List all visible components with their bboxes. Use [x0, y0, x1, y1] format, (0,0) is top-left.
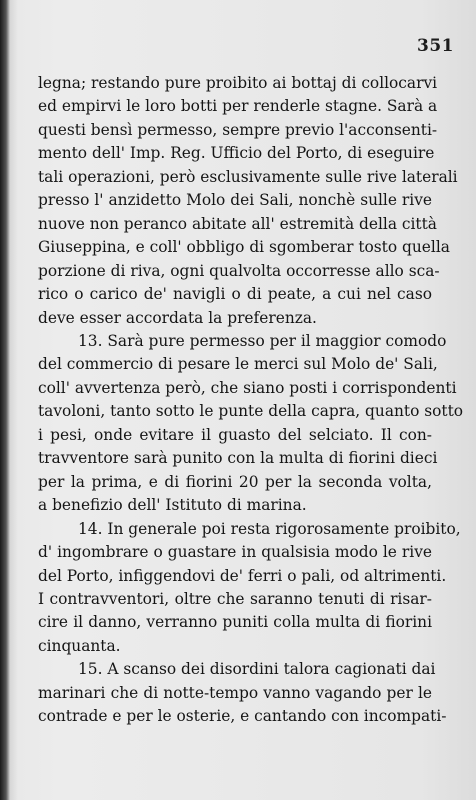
text-line: ed empirvi le loro botti per renderle stagne. Sarà a	[38, 97, 438, 116]
text-line: 13. Sarà pure permesso per il maggior comodo	[78, 331, 447, 350]
text-line: coll' avvertenza però, che siano posti i corrispondenti	[38, 378, 457, 397]
text-line: 15. A scanso dei disordini talora cagionati dai	[78, 660, 436, 679]
text-line: del commercio di pesare le merci sul Molo de' Sali,	[38, 355, 438, 374]
text-line: a benefizio dell' Istituto di marina.	[38, 496, 307, 515]
text-line: rico o carico de' navigli o di peate, a cui nel caso	[38, 285, 432, 304]
page-number: 351	[417, 36, 454, 56]
text-line: deve esser accordata la preferenza.	[38, 308, 317, 327]
text-line: d' ingombrare o guastare in qualsisia modo le rive	[38, 543, 432, 562]
text-line: questi bensì permesso, sempre previo l'acconsenti-	[38, 120, 438, 139]
text-line: tali operazioni, però esclusivamente sulle rive laterali	[38, 167, 458, 186]
text-line: Giuseppina, e coll' obbligo di sgomberar tosto quella	[38, 238, 450, 257]
book-spine-shadow	[0, 0, 10, 800]
text-line: tavoloni, tanto sotto le punte della capra, quanto sotto	[38, 402, 464, 421]
text-line: I contravventori, oltre che saranno tenuti di risar-	[38, 589, 432, 608]
text-line: contrade e per le osterie, e cantando con incompati-	[38, 707, 447, 726]
text-line: legna; restando pure proibito ai bottaj di collocarvi	[38, 74, 438, 92]
text-line: 14. In generale poi resta rigorosamente proibito,	[78, 519, 461, 538]
text-line: mento dell' Imp. Reg. Ufficio del Porto, di eseguire	[38, 144, 435, 163]
text-line: i pesi, onde evitare il guasto del selciato. Il con-	[38, 425, 432, 444]
text-line: per la prima, e di fiorini 20 per la seconda volta,	[38, 472, 432, 491]
text-line: porzione di riva, ogni qualvolta occorresse allo sca-	[38, 261, 440, 280]
text-line: cire il danno, verranno puniti colla multa di fiorini	[38, 613, 432, 632]
text-line: travventore sarà punito con la multa di fiorini dieci	[38, 449, 438, 468]
text-line: presso l' anzidetto Molo dei Sali, nonchè sulle rive	[38, 191, 432, 210]
text-line: del Porto, infiggendovi de' ferri o pali, od altrimenti.	[38, 566, 447, 585]
text-line: nuove non peranco abitate all' estremità della città	[38, 214, 437, 233]
text-line: cinquanta.	[38, 636, 121, 655]
body-text	[38, 72, 464, 729]
text-line: marinari che di notte-tempo vanno vagando per le	[38, 683, 432, 702]
